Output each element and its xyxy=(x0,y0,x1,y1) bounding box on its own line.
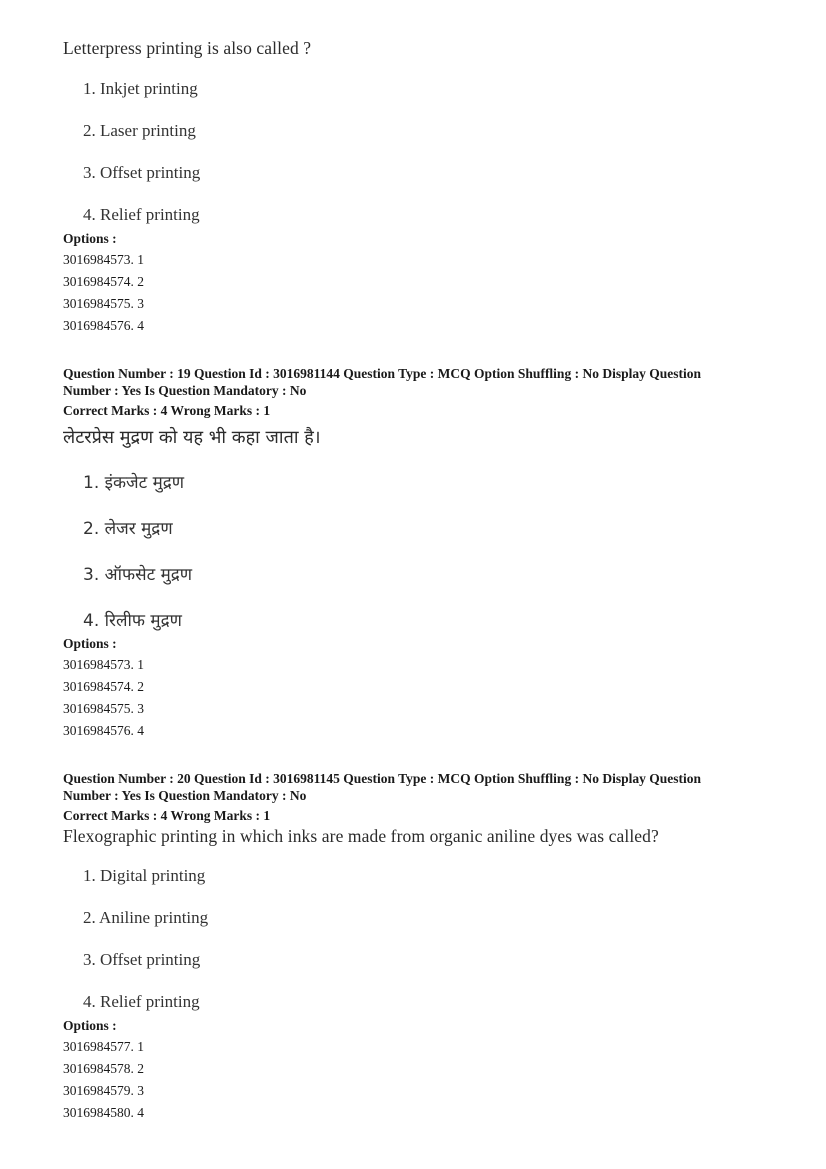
question-18-options-label: Options : xyxy=(63,231,117,246)
question-20-choice-1: 1. Digital printing xyxy=(83,866,206,885)
question-20-option-id-1: 3016984577. 1 xyxy=(63,1039,144,1054)
question-20-choice-4: 4. Relief printing xyxy=(83,992,200,1011)
question-20-choice-3: 3. Offset printing xyxy=(83,950,201,969)
question-20-marks: Correct Marks : 4 Wrong Marks : 1 xyxy=(63,808,271,823)
question-19-option-id-1: 3016984573. 1 xyxy=(63,657,144,672)
question-19-marks: Correct Marks : 4 Wrong Marks : 1 xyxy=(63,403,271,418)
question-20-options-label: Options : xyxy=(63,1018,117,1033)
question-19-options-label: Options : xyxy=(63,636,117,651)
question-20-option-id-3: 3016984579. 3 xyxy=(63,1083,144,1098)
question-19-meta-line-1: Question Number : 19 Question Id : 3016981144 Question Type : MCQ Option Shuffling : No Display Question xyxy=(63,366,701,381)
question-19-option-id-2: 3016984574. 2 xyxy=(63,679,144,694)
question-20-text: Flexographic printing in which inks are made from organic aniline dyes was called? xyxy=(63,826,659,846)
question-19-choice-4: 4. रिलीफ मुद्रण xyxy=(83,611,182,631)
question-19-meta-line-2: Number : Yes Is Question Mandatory : No xyxy=(63,383,307,398)
question-18-choice-2: 2. Laser printing xyxy=(83,121,196,140)
question-18-option-id-2: 3016984574. 2 xyxy=(63,274,144,289)
question-18-option-id-3: 3016984575. 3 xyxy=(63,296,144,311)
question-19-text: लेटरप्रेस मुद्रण को यह भी कहा जाता है। xyxy=(63,427,321,448)
question-18-choice-3: 3. Offset printing xyxy=(83,163,201,182)
question-18-choice-1: 1. Inkjet printing xyxy=(83,79,198,98)
question-19-option-id-3: 3016984575. 3 xyxy=(63,701,144,716)
question-18-option-id-4: 3016984576. 4 xyxy=(63,318,144,333)
question-19-choice-1: 1. इंकजेट मुद्रण xyxy=(83,473,185,493)
question-18-option-id-1: 3016984573. 1 xyxy=(63,252,144,267)
question-20-meta-line-1: Question Number : 20 Question Id : 3016981145 Question Type : MCQ Option Shuffling : No Display Question xyxy=(63,771,701,786)
question-20-option-id-2: 3016984578. 2 xyxy=(63,1061,144,1076)
question-19-choice-2: 2. लेजर मुद्रण xyxy=(83,519,173,539)
question-20-choice-2: 2. Aniline printing xyxy=(83,908,209,927)
question-18-choice-4: 4. Relief printing xyxy=(83,205,200,224)
question-18-text: Letterpress printing is also called ? xyxy=(63,38,312,58)
question-19-option-id-4: 3016984576. 4 xyxy=(63,723,144,738)
question-19-choice-3: 3. ऑफसेट मुद्रण xyxy=(83,565,193,585)
question-20-meta-line-2: Number : Yes Is Question Mandatory : No xyxy=(63,788,307,803)
question-20-option-id-4: 3016984580. 4 xyxy=(63,1105,144,1120)
